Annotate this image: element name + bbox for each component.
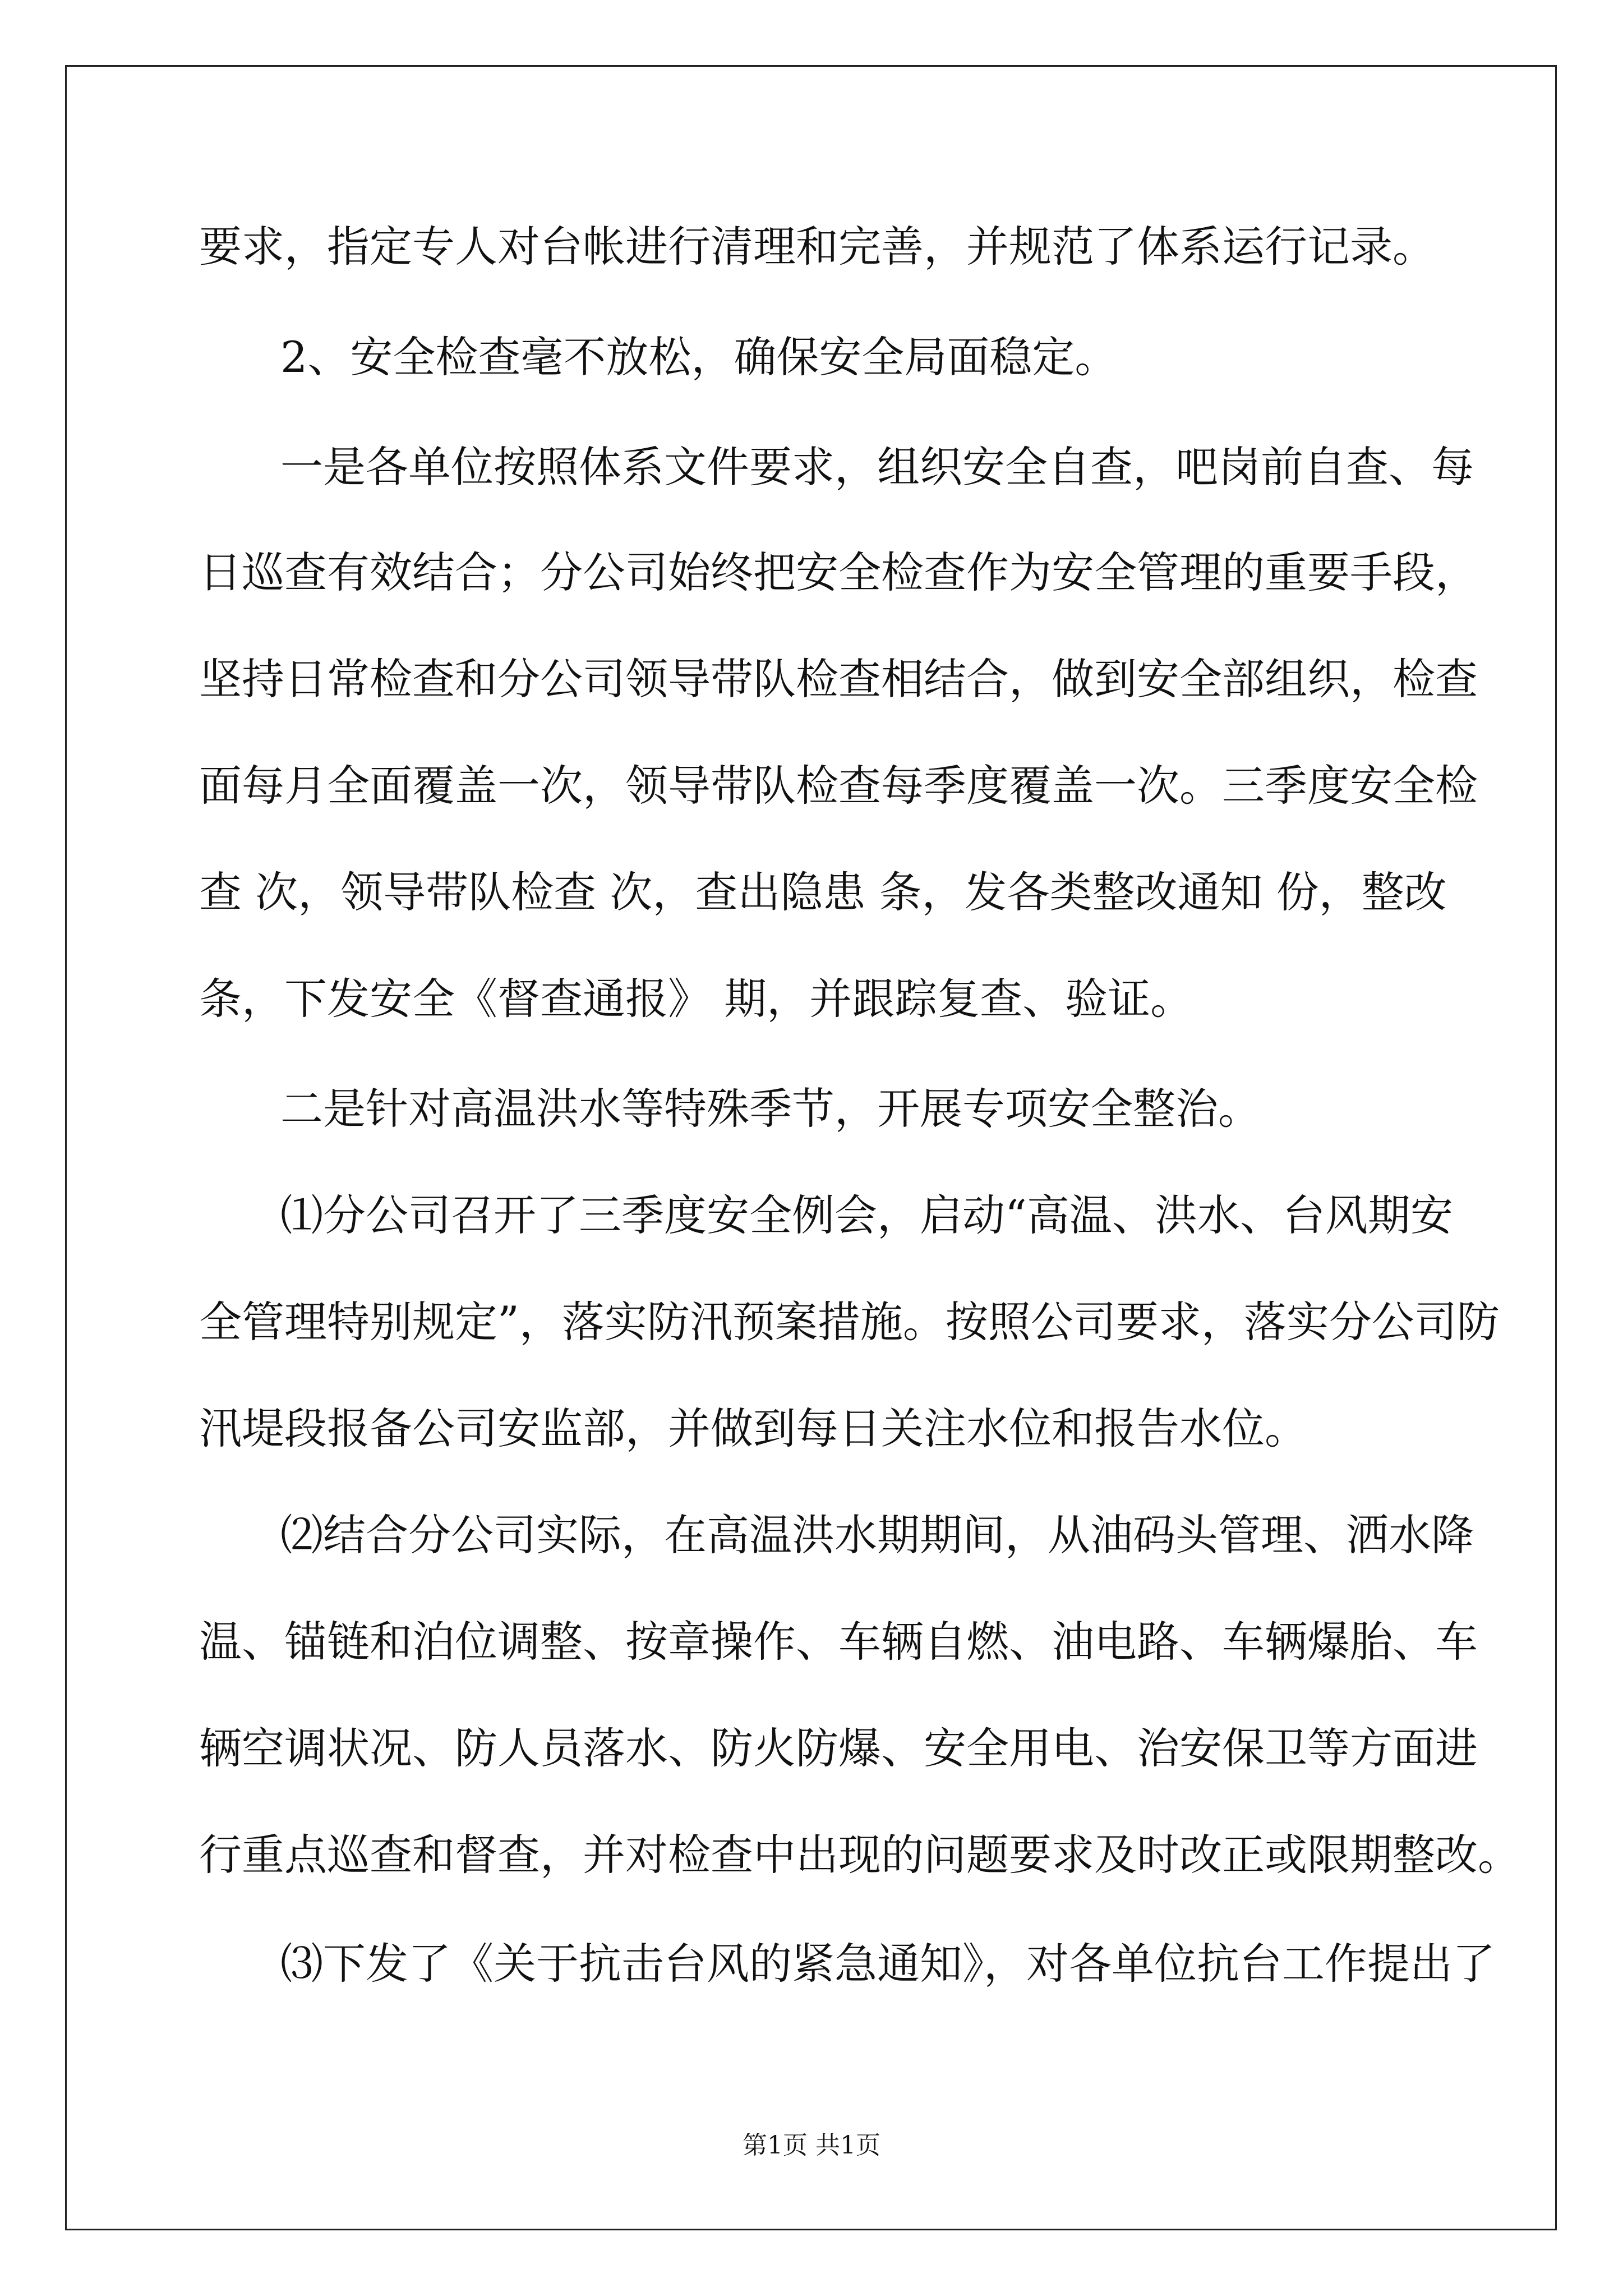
text-line: 要求，指定专人对台帐进行清理和完善，并规范了体系运行记录。 bbox=[199, 222, 1435, 272]
text-line: 坚持日常检查和分公司领导带队检查相结合，做到安全部组织，检查 bbox=[199, 654, 1478, 704]
text-line: ⑶下发了《关于抗击台风的紧急通知》，对各单位抗台工作提出了 bbox=[280, 1939, 1495, 1989]
text-line: 温、锚链和泊位调整、按章操作、车辆自燃、油电路、车辆爆胎、车 bbox=[199, 1617, 1478, 1667]
text-line: 全管理特别规定”，落实防汛预案措施。按照公司要求，落实分公司防 bbox=[199, 1297, 1500, 1347]
text-line: 辆空调状况、防人员落水、防火防爆、安全用电、治安保卫等方面进 bbox=[199, 1723, 1478, 1773]
text-line: 行重点巡查和督查，并对检查中出现的问题要求及时改正或限期整改。 bbox=[199, 1830, 1520, 1880]
text-line: 汛堤段报备公司安监部，并做到每日关注水位和报告水位。 bbox=[199, 1404, 1307, 1453]
text-line: 一是各单位按照体系文件要求，组织安全自查，吧岗前自查、每 bbox=[280, 442, 1474, 492]
page-border bbox=[65, 65, 1557, 2230]
text-line: 二是针对高温洪水等特殊季节，开展专项安全整治。 bbox=[280, 1084, 1261, 1134]
text-line: ⑴分公司召开了三季度安全例会，启动“高温、洪水、台风期安 bbox=[280, 1190, 1453, 1240]
text-line: 查 次，领导带队检查 次，查出隐患 条，发各类整改通知 份，整改 bbox=[199, 867, 1447, 917]
text-line: 日巡查有效结合；分公司始终把安全检查作为安全管理的重要手段， bbox=[199, 547, 1478, 597]
text-line: 条，下发安全《督查通报》 期，并跟踪复查、验证。 bbox=[199, 974, 1193, 1024]
section-heading: 2、安全检查毫不放松，确保安全局面稳定。 bbox=[280, 332, 1118, 382]
text-line: 面每月全面覆盖一次，领导带队检查每季度覆盖一次。三季度安全检 bbox=[199, 761, 1478, 811]
page-footer: 第1页 共1页 bbox=[743, 2131, 880, 2160]
text-line: ⑵结合分公司实际，在高温洪水期期间，从油码头管理、洒水降 bbox=[280, 1510, 1474, 1560]
